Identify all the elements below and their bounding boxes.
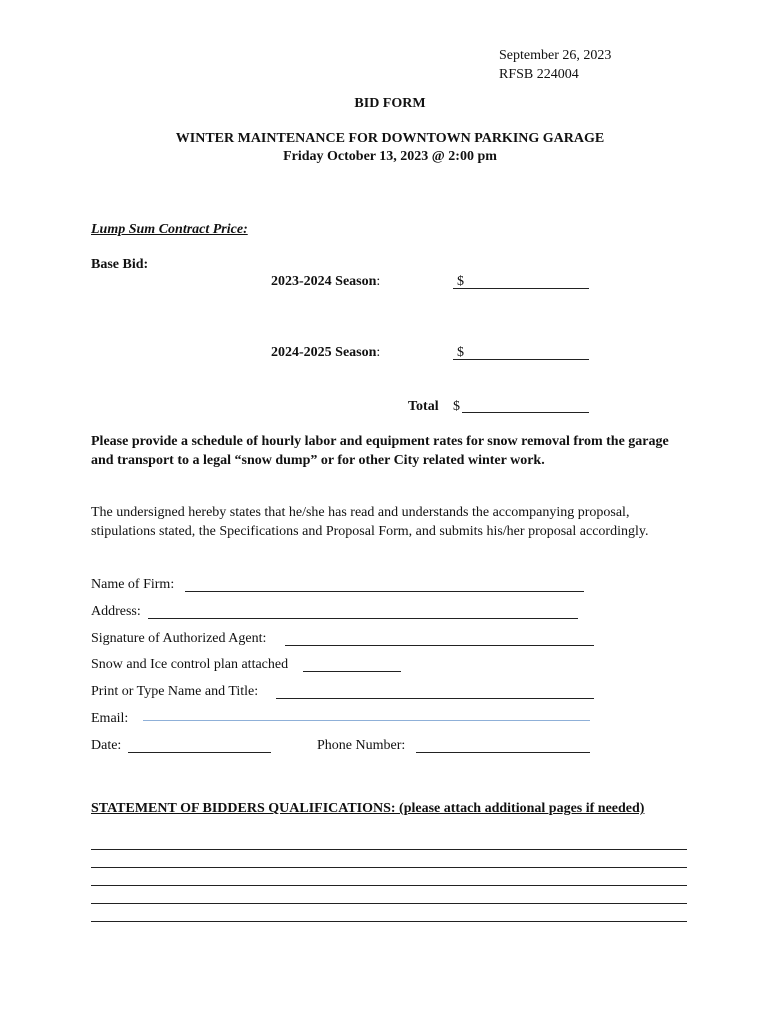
season-2023-dollar: $ bbox=[457, 274, 464, 289]
total-dollar: $ bbox=[453, 399, 460, 414]
signature-field[interactable] bbox=[285, 645, 594, 646]
season-2023-amount-field[interactable] bbox=[453, 288, 589, 289]
snow-plan-field[interactable] bbox=[303, 671, 401, 672]
qualifications-line[interactable] bbox=[91, 921, 687, 922]
qualifications-line[interactable] bbox=[91, 885, 687, 886]
schedule-note: Please provide a schedule of hourly labor and equipment rates for snow removal from the garage and transport to a legal “snow dump” or for other City related winter work. bbox=[91, 434, 669, 468]
form-title: BID FORM bbox=[354, 96, 426, 111]
reference-number: RFSB 224004 bbox=[499, 67, 579, 82]
qualifications-heading: STATEMENT OF BIDDERS QUALIFICATIONS: (please attach additional pages if needed) bbox=[91, 801, 645, 816]
qualifications-line[interactable] bbox=[91, 867, 687, 868]
document-date: September 26, 2023 bbox=[499, 48, 612, 63]
phone-label: Phone Number: bbox=[317, 738, 406, 753]
season-2024-dollar: $ bbox=[457, 345, 464, 360]
project-title: WINTER MAINTENANCE FOR DOWNTOWN PARKING GARAGE bbox=[175, 131, 605, 146]
due-date: Friday October 13, 2023 @ 2:00 pm bbox=[283, 149, 497, 164]
date-label: Date: bbox=[91, 738, 122, 753]
firm-label: Name of Firm: bbox=[91, 577, 175, 592]
statement-text: The undersigned hereby states that he/she has read and understands the accompanying proposal, stipulations stated, the Specifications and Proposal Form, and submits his/her proposal accordingly. bbox=[91, 505, 649, 539]
base-bid-label: Base Bid: bbox=[91, 257, 149, 272]
email-field[interactable] bbox=[143, 720, 590, 721]
season-2023-label: 2023-2024 Season: bbox=[271, 274, 381, 289]
qualifications-line[interactable] bbox=[91, 903, 687, 904]
print-name-field[interactable] bbox=[276, 698, 594, 699]
snow-plan-label: Snow and Ice control plan attached bbox=[91, 657, 289, 672]
total-label: Total bbox=[408, 399, 439, 414]
firm-field[interactable] bbox=[185, 591, 584, 592]
season-2024-amount-field[interactable] bbox=[453, 359, 589, 360]
print-name-label: Print or Type Name and Title: bbox=[91, 684, 259, 699]
phone-field[interactable] bbox=[416, 752, 590, 753]
date-field[interactable] bbox=[128, 752, 271, 753]
email-label: Email: bbox=[91, 711, 129, 726]
signature-label: Signature of Authorized Agent: bbox=[91, 631, 267, 646]
lump-sum-heading: Lump Sum Contract Price: bbox=[91, 222, 248, 237]
address-label: Address: bbox=[91, 604, 141, 619]
qualifications-line[interactable] bbox=[91, 849, 687, 850]
total-amount-field[interactable] bbox=[462, 412, 589, 413]
address-field[interactable] bbox=[148, 618, 578, 619]
season-2024-label: 2024-2025 Season: bbox=[271, 345, 381, 360]
